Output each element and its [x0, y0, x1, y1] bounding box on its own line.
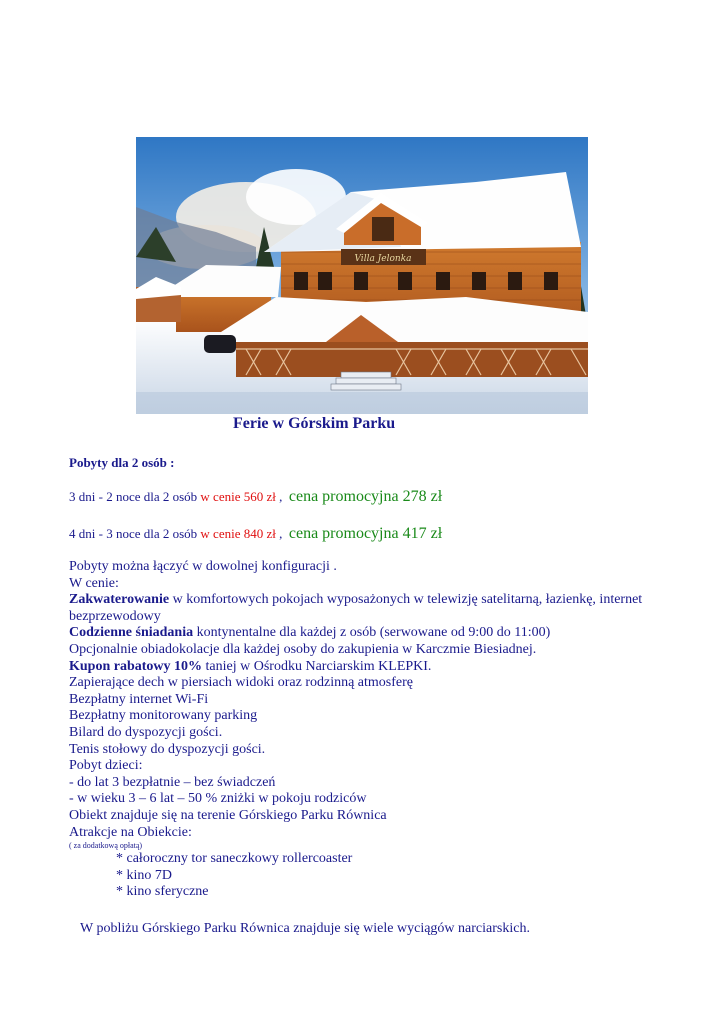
separator: , — [275, 489, 283, 504]
coupon-text: taniej w Ośrodku Narciarskim KLEPKI. — [202, 658, 432, 674]
offer-heading: Pobyty dla 2 osób : — [69, 455, 175, 470]
extra-fee-note: ( za dodatkową opłatą) — [69, 841, 143, 851]
offer-line-3-days — [69, 488, 442, 506]
offer-line-4-days — [69, 525, 442, 543]
parking-item: Bezpłatny monitorowany parking — [69, 708, 258, 724]
promo-price: cena promocyjna 417 zł — [288, 525, 443, 542]
footer-note: W pobliżu Górskiego Parku Równica znajduje się wiele wyciągów narciarskich. — [80, 921, 530, 936]
wifi-item: Bezpłatny internet Wi-Fi — [69, 691, 209, 707]
accommodation-bold: Zakwaterowanie — [69, 592, 170, 608]
included-heading: W cenie: — [69, 575, 119, 591]
attractions-heading: Atrakcje na Obiekcie: — [69, 824, 192, 840]
attraction-item: * całoroczny tor saneczkowy rollercoaster — [116, 851, 353, 867]
coupon-bold: Kupon rabatowy 10% — [69, 658, 203, 674]
attraction-item: * kino 7D — [116, 867, 172, 883]
billiards-item: Bilard do dyspozycji gości. — [69, 724, 223, 740]
regular-price: w cenie 560 zł — [200, 489, 276, 504]
page-title: Ferie w Górskim Parku — [233, 415, 396, 432]
accommodation-item — [69, 592, 669, 625]
hotel-sign: Villa Jelonka — [354, 254, 412, 264]
hotel-photo — [136, 137, 588, 414]
children-heading: Pobyt dzieci: — [69, 758, 143, 774]
views-item: Zapierające dech w piersiach widoki oraz rodzinną atmosferę — [69, 675, 413, 691]
table-tennis-item: Tenis stołowy do dyspozycji gości. — [69, 741, 266, 757]
offer-label: 3 dni - 2 noce dla 2 osób — [69, 489, 198, 504]
promo-price: cena promocyjna 278 zł — [288, 488, 443, 505]
regular-price: w cenie 840 zł — [200, 526, 276, 541]
children-item: - w wieku 3 – 6 lat – 50 % zniżki w pokoju rodziców — [69, 791, 367, 807]
breakfast-text: kontynentalne dla każdej z osób (serwowane od 9:00 do 11:00) — [193, 625, 551, 641]
breakfast-bold: Codzienne śniadania — [69, 625, 194, 641]
dinner-item: Opcjonalnie obiadokolacje dla każdej osoby do zakupienia w Karczmie Biesiadnej. — [69, 641, 537, 657]
offer-details — [69, 559, 669, 901]
accommodation-text: w komfortowych pokojach wyposażonych w telewizję satelitarną, łazienkę, internet bezprzewodowy — [69, 592, 643, 624]
offer-label: 4 dni - 3 noce dla 2 osób — [69, 526, 198, 541]
children-item: - do lat 3 bezpłatnie – bez świadczeń — [69, 774, 276, 790]
location-note: Obiekt znajduje się na terenie Górskiego Parku Równica — [69, 807, 387, 823]
attraction-item: * kino sferyczne — [116, 884, 209, 900]
separator: , — [275, 526, 283, 541]
coupon-item — [69, 659, 669, 676]
combine-note: Pobyty można łączyć w dowolnej konfiguracji . — [69, 559, 337, 574]
breakfast-item — [69, 625, 669, 642]
